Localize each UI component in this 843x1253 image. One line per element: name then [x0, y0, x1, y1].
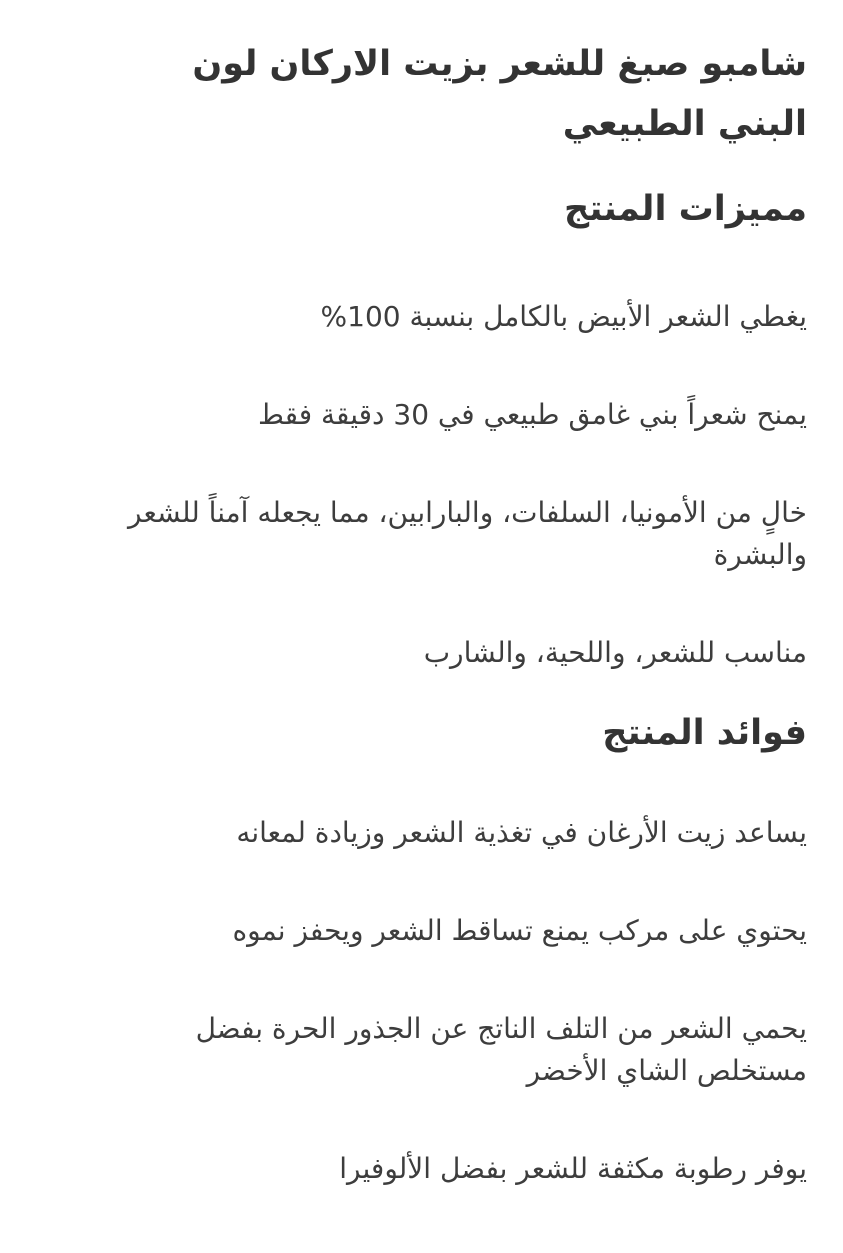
product-title: شامبو صبغ للشعر بزيت الاركان لون البني الطبيعي: [192, 44, 807, 144]
features-section: [40, 184, 807, 674]
feature-item: مناسب للشعر، واللحية، والشارب: [423, 636, 807, 669]
benefit-item: يحتوي على مركب يمنع تساقط الشعر ويحفز نموه: [232, 914, 807, 947]
benefit-item: يحمي الشعر من التلف الناتج عن الجذور الحرة بفضل مستخلص الشاي الأخضر: [195, 1012, 807, 1087]
benefits-list: [40, 812, 807, 1190]
feature-item: خالٍ من الأمونيا، السلفات، والبارابين، مما يجعله آمناً للشعر والبشرة: [128, 496, 807, 571]
benefits-section: [40, 708, 807, 1190]
benefit-item: يوفر رطوبة مكثفة للشعر بفضل الألوفيرا: [339, 1152, 807, 1185]
features-heading: مميزات المنتج: [564, 189, 807, 229]
feature-item: يمنح شعراً بني غامق طبيعي في 30 دقيقة فقط: [257, 398, 807, 431]
feature-item: يغطي الشعر الأبيض بالكامل بنسبة 100%: [320, 300, 807, 333]
features-list: [40, 296, 807, 674]
benefits-heading: فوائد المنتج: [602, 713, 807, 753]
benefit-item: يساعد زيت الأرغان في تغذية الشعر وزيادة لمعانه: [236, 816, 807, 849]
